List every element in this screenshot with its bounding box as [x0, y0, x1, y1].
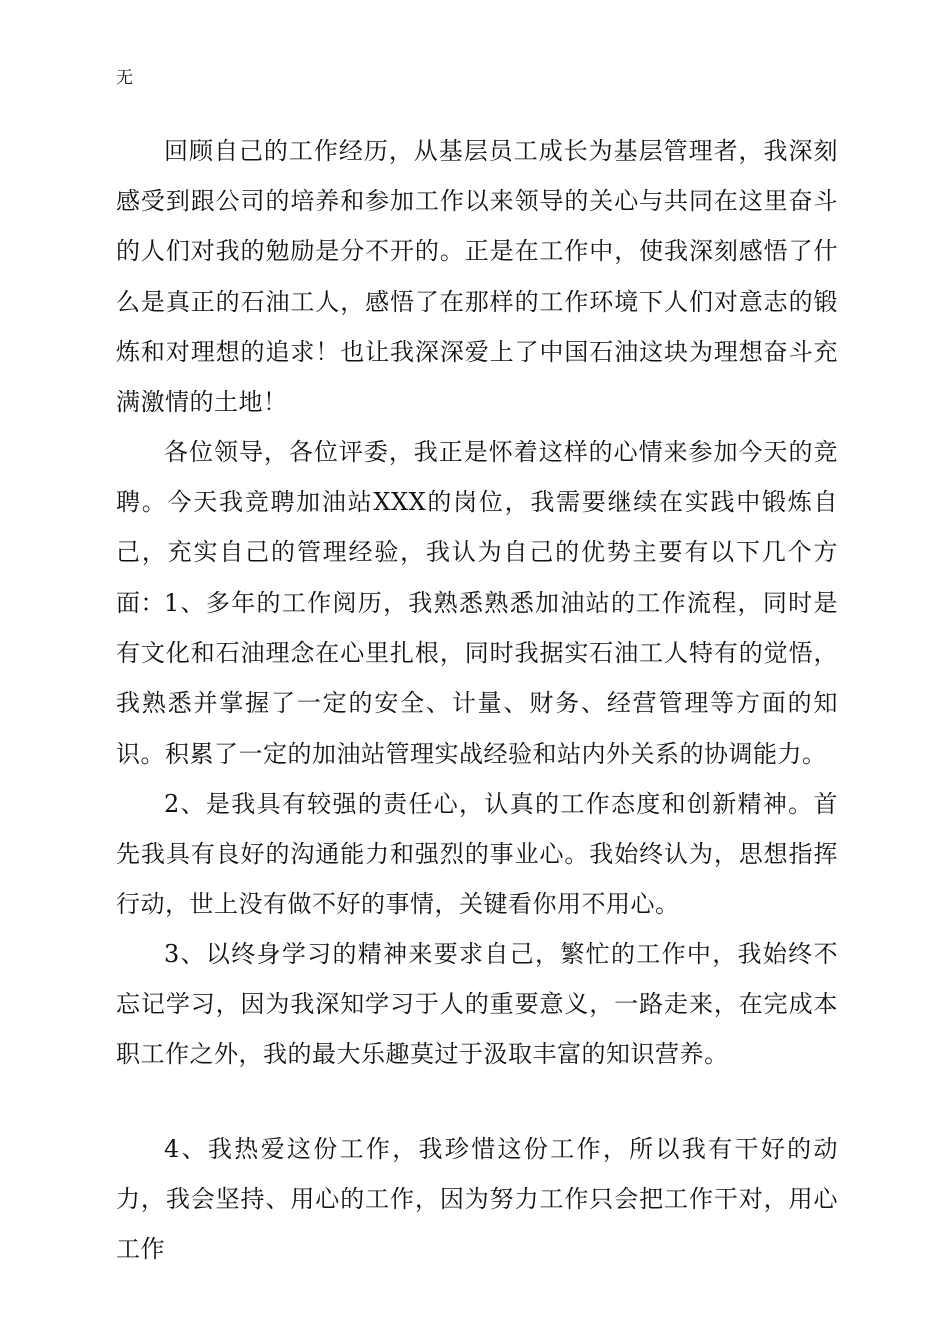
paragraph-advantage-3: 3、以终身学习的精神来要求自己，繁忙的工作中，我始终不忘记学习，因为我深知学习于人的重要意义，一路走来，在完成本职工作之外，我的最大乐趣莫过于汲取丰富的知识营养。	[116, 940, 838, 1069]
paragraph-advantage-2: 2、是我具有较强的责任心，认真的工作态度和创新精神。首先我具有良好的沟通能力和强烈的事业心。我始终认为，思想指挥行动，世上没有做不好的事情，关键看你用不用心。	[116, 790, 838, 919]
paragraph-advantage-1: 1、多年的工作阅历，我熟悉熟悉加油站的工作流程，同时是有文化和石油理念在心里扎根，同时我据实石油工人特有的觉悟，我熟悉并掌握了一定的安全、计量、财务、经营管理等方面的知识。积累了一定的加油站管理实战经验和站内外关系的协调能力。	[116, 589, 838, 768]
paragraph-advantage-4: 4、我热爱这份工作，我珍惜这份工作，所以我有干好的动力，我会坚持、用心的工作，因为努力工作只会把工作干对，用心工作	[116, 1135, 838, 1264]
header-mark: 无	[116, 68, 133, 88]
paragraph-competition-intro: 各位领导，各位评委，我正是怀着这样的心情来参加今天的竞聘。今天我竞聘加油站XXX的岗位，我需要继续在实践中锻炼自己，充实自己的管理经验，我认为自己的优势主要有以下几个方面：	[116, 438, 838, 617]
paragraph-career-review: 回顾自己的工作经历，从基层员工成长为基层管理者，我深刻感受到跟公司的培养和参加工作以来领导的关心与共同在这里奋斗的人们对我的勉励是分不开的。正是在工作中，使我深刻感悟了什么是真正的石油工人，感悟了在那样的工作环境下人们对意志的锻炼和对理想的追求！也让我深深爱上了中国石油这块为理想奋斗充满激情的土地！	[116, 137, 838, 417]
